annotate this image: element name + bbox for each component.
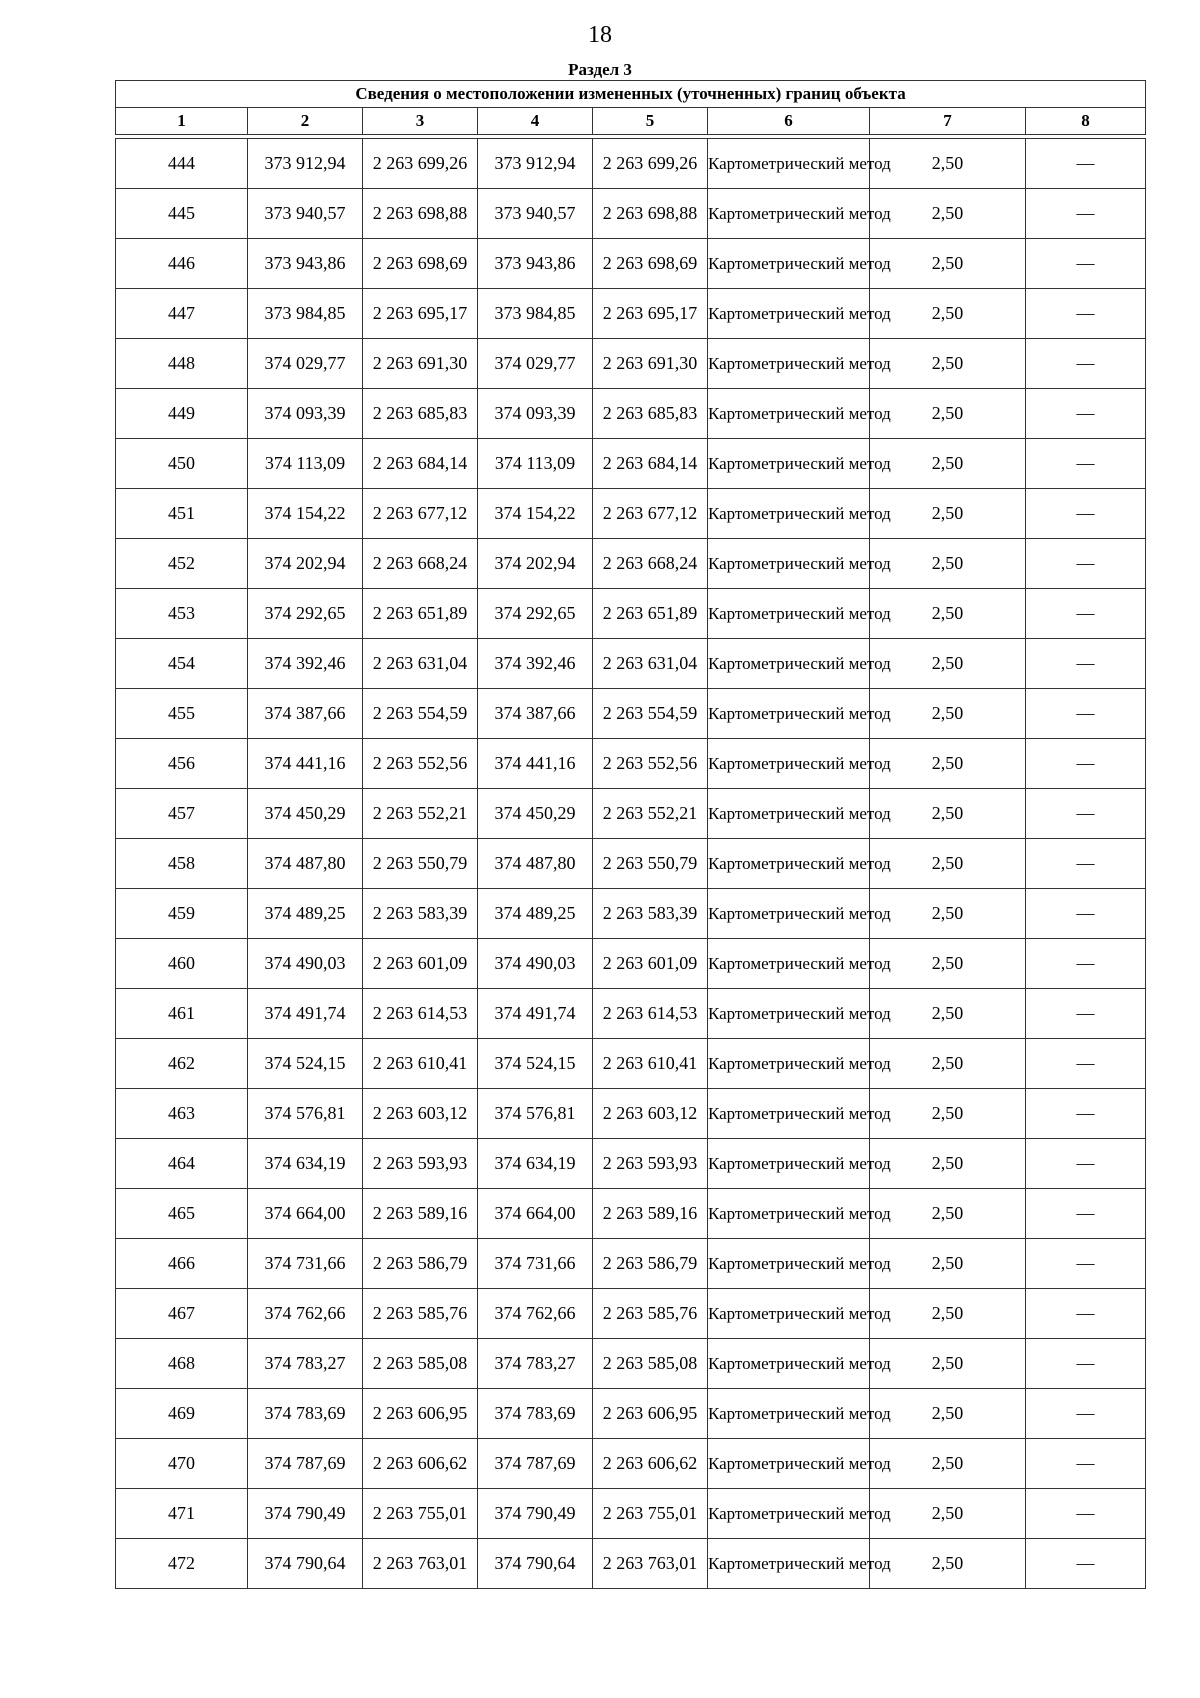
cell-y-existing: 2 263 698,69 (363, 239, 478, 289)
cell-x-new: 374 113,09 (478, 439, 593, 489)
cell-y-new: 2 263 684,14 (593, 439, 708, 489)
cell-method: Картометрический метод (708, 339, 870, 389)
cell-x-existing: 374 202,94 (248, 539, 363, 589)
cell-method: Картометрический метод (708, 389, 870, 439)
table-row (116, 1239, 1146, 1289)
cell-point-number: 454 (116, 639, 248, 689)
cell-description: — (1026, 1289, 1146, 1339)
cell-description: — (1026, 1189, 1146, 1239)
cell-x-existing: 374 490,03 (248, 939, 363, 989)
cell-description: — (1026, 1489, 1146, 1539)
cell-y-existing: 2 263 601,09 (363, 939, 478, 989)
column-number-2: 2 (248, 108, 363, 135)
table-row (116, 289, 1146, 339)
cell-point-number: 468 (116, 1339, 248, 1389)
cell-x-existing: 374 154,22 (248, 489, 363, 539)
cell-x-existing: 374 790,64 (248, 1539, 363, 1589)
table-row (116, 489, 1146, 539)
table-row (116, 1139, 1146, 1189)
cell-point-number: 444 (116, 139, 248, 189)
column-number-7: 7 (870, 108, 1026, 135)
cell-accuracy: 2,50 (870, 1089, 1026, 1139)
cell-method: Картометрический метод (708, 189, 870, 239)
table-row (116, 1339, 1146, 1389)
cell-x-existing: 374 489,25 (248, 889, 363, 939)
cell-y-new: 2 263 685,83 (593, 389, 708, 439)
cell-y-new: 2 263 755,01 (593, 1489, 708, 1539)
cell-point-number: 462 (116, 1039, 248, 1089)
cell-x-new: 373 943,86 (478, 239, 593, 289)
cell-y-new: 2 263 695,17 (593, 289, 708, 339)
cell-accuracy: 2,50 (870, 189, 1026, 239)
cell-y-existing: 2 263 614,53 (363, 989, 478, 1039)
table-row (116, 789, 1146, 839)
cell-x-new: 373 912,94 (478, 139, 593, 189)
cell-y-new: 2 263 677,12 (593, 489, 708, 539)
cell-method: Картометрический метод (708, 1439, 870, 1489)
cell-y-existing: 2 263 651,89 (363, 589, 478, 639)
cell-point-number: 446 (116, 239, 248, 289)
cell-description: — (1026, 689, 1146, 739)
cell-y-existing: 2 263 603,12 (363, 1089, 478, 1139)
cell-accuracy: 2,50 (870, 339, 1026, 389)
table-row (116, 1439, 1146, 1489)
cell-point-number: 449 (116, 389, 248, 439)
cell-x-existing: 373 943,86 (248, 239, 363, 289)
cell-accuracy: 2,50 (870, 889, 1026, 939)
cell-description: — (1026, 789, 1146, 839)
cell-accuracy: 2,50 (870, 1289, 1026, 1339)
cell-y-existing: 2 263 593,93 (363, 1139, 478, 1189)
cell-method: Картометрический метод (708, 439, 870, 489)
cell-description: — (1026, 1339, 1146, 1389)
cell-x-existing: 374 634,19 (248, 1139, 363, 1189)
cell-method: Картометрический метод (708, 1189, 870, 1239)
cell-accuracy: 2,50 (870, 1039, 1026, 1089)
cell-method: Картометрический метод (708, 839, 870, 889)
cell-point-number: 448 (116, 339, 248, 389)
cell-y-new: 2 263 651,89 (593, 589, 708, 639)
cell-x-existing: 374 441,16 (248, 739, 363, 789)
cell-x-existing: 374 093,39 (248, 389, 363, 439)
table-row (116, 639, 1146, 689)
cell-accuracy: 2,50 (870, 1139, 1026, 1189)
table-row (116, 139, 1146, 189)
coordinates-table (115, 80, 1146, 1589)
cell-description: — (1026, 1039, 1146, 1089)
cell-x-new: 374 490,03 (478, 939, 593, 989)
cell-point-number: 465 (116, 1189, 248, 1239)
cell-description: — (1026, 989, 1146, 1039)
cell-y-existing: 2 263 606,95 (363, 1389, 478, 1439)
cell-point-number: 455 (116, 689, 248, 739)
cell-accuracy: 2,50 (870, 639, 1026, 689)
cell-description: — (1026, 1539, 1146, 1589)
cell-y-existing: 2 263 585,08 (363, 1339, 478, 1389)
cell-y-new: 2 263 614,53 (593, 989, 708, 1039)
cell-accuracy: 2,50 (870, 1189, 1026, 1239)
cell-method: Картометрический метод (708, 489, 870, 539)
cell-y-existing: 2 263 677,12 (363, 489, 478, 539)
table-row (116, 1039, 1146, 1089)
cell-y-existing: 2 263 583,39 (363, 889, 478, 939)
cell-method: Картометрический метод (708, 1089, 870, 1139)
cell-y-existing: 2 263 684,14 (363, 439, 478, 489)
cell-y-new: 2 263 763,01 (593, 1539, 708, 1589)
cell-x-new: 374 524,15 (478, 1039, 593, 1089)
cell-x-existing: 374 762,66 (248, 1289, 363, 1339)
cell-method: Картометрический метод (708, 889, 870, 939)
cell-x-new: 374 029,77 (478, 339, 593, 389)
column-number-3: 3 (363, 108, 478, 135)
cell-description: — (1026, 289, 1146, 339)
cell-point-number: 459 (116, 889, 248, 939)
cell-x-existing: 374 783,27 (248, 1339, 363, 1389)
cell-description: — (1026, 589, 1146, 639)
cell-point-number: 472 (116, 1539, 248, 1589)
column-number-1: 1 (116, 108, 248, 135)
cell-y-new: 2 263 631,04 (593, 639, 708, 689)
cell-x-new: 374 634,19 (478, 1139, 593, 1189)
cell-description: — (1026, 539, 1146, 589)
cell-x-new: 374 154,22 (478, 489, 593, 539)
cell-method: Картометрический метод (708, 689, 870, 739)
cell-accuracy: 2,50 (870, 1489, 1026, 1539)
table-body (116, 139, 1146, 1589)
cell-accuracy: 2,50 (870, 239, 1026, 289)
cell-accuracy: 2,50 (870, 589, 1026, 639)
cell-x-new: 374 387,66 (478, 689, 593, 739)
cell-y-existing: 2 263 606,62 (363, 1439, 478, 1489)
cell-point-number: 451 (116, 489, 248, 539)
cell-y-new: 2 263 603,12 (593, 1089, 708, 1139)
cell-point-number: 453 (116, 589, 248, 639)
cell-x-new: 374 292,65 (478, 589, 593, 639)
cell-method: Картометрический метод (708, 639, 870, 689)
cell-point-number: 458 (116, 839, 248, 889)
cell-y-new: 2 263 601,09 (593, 939, 708, 989)
table-row (116, 539, 1146, 589)
cell-x-existing: 374 491,74 (248, 989, 363, 1039)
cell-accuracy: 2,50 (870, 739, 1026, 789)
cell-y-existing: 2 263 698,88 (363, 189, 478, 239)
cell-x-existing: 374 387,66 (248, 689, 363, 739)
cell-accuracy: 2,50 (870, 839, 1026, 889)
cell-x-existing: 374 524,15 (248, 1039, 363, 1089)
table-row (116, 189, 1146, 239)
cell-method: Картометрический метод (708, 1139, 870, 1189)
cell-x-new: 374 790,49 (478, 1489, 593, 1539)
table-row (116, 689, 1146, 739)
cell-x-existing: 374 787,69 (248, 1439, 363, 1489)
table-caption: Сведения о местоположении измененных (уточненных) границ объекта (116, 81, 1146, 108)
table-row (116, 1289, 1146, 1339)
column-number-row (116, 108, 1146, 135)
cell-method: Картометрический метод (708, 589, 870, 639)
cell-y-new: 2 263 585,76 (593, 1289, 708, 1339)
cell-y-existing: 2 263 586,79 (363, 1239, 478, 1289)
cell-y-existing: 2 263 554,59 (363, 689, 478, 739)
cell-y-existing: 2 263 691,30 (363, 339, 478, 389)
table-row (116, 989, 1146, 1039)
cell-accuracy: 2,50 (870, 939, 1026, 989)
cell-method: Картометрический метод (708, 1489, 870, 1539)
cell-description: — (1026, 139, 1146, 189)
cell-accuracy: 2,50 (870, 689, 1026, 739)
cell-y-new: 2 263 552,56 (593, 739, 708, 789)
cell-y-existing: 2 263 755,01 (363, 1489, 478, 1539)
cell-y-new: 2 263 583,39 (593, 889, 708, 939)
cell-x-new: 374 487,80 (478, 839, 593, 889)
cell-y-new: 2 263 552,21 (593, 789, 708, 839)
table-row (116, 739, 1146, 789)
cell-accuracy: 2,50 (870, 289, 1026, 339)
table-row (116, 1189, 1146, 1239)
cell-point-number: 464 (116, 1139, 248, 1189)
cell-description: — (1026, 889, 1146, 939)
cell-x-existing: 374 783,69 (248, 1389, 363, 1439)
cell-y-existing: 2 263 589,16 (363, 1189, 478, 1239)
cell-point-number: 452 (116, 539, 248, 589)
cell-x-existing: 374 576,81 (248, 1089, 363, 1139)
table-row (116, 1539, 1146, 1589)
cell-y-new: 2 263 593,93 (593, 1139, 708, 1189)
cell-x-existing: 374 450,29 (248, 789, 363, 839)
cell-accuracy: 2,50 (870, 139, 1026, 189)
cell-x-existing: 374 113,09 (248, 439, 363, 489)
cell-description: — (1026, 439, 1146, 489)
cell-description: — (1026, 1389, 1146, 1439)
cell-point-number: 463 (116, 1089, 248, 1139)
cell-description: — (1026, 939, 1146, 989)
cell-point-number: 461 (116, 989, 248, 1039)
cell-x-existing: 374 790,49 (248, 1489, 363, 1539)
cell-x-new: 373 940,57 (478, 189, 593, 239)
cell-description: — (1026, 1239, 1146, 1289)
cell-accuracy: 2,50 (870, 389, 1026, 439)
cell-method: Картометрический метод (708, 1389, 870, 1439)
cell-y-new: 2 263 550,79 (593, 839, 708, 889)
cell-point-number: 450 (116, 439, 248, 489)
cell-y-existing: 2 263 610,41 (363, 1039, 478, 1089)
cell-method: Картометрический метод (708, 1539, 870, 1589)
table-row (116, 339, 1146, 389)
cell-y-new: 2 263 589,16 (593, 1189, 708, 1239)
cell-y-existing: 2 263 763,01 (363, 1539, 478, 1589)
cell-y-new: 2 263 691,30 (593, 339, 708, 389)
cell-x-new: 374 576,81 (478, 1089, 593, 1139)
cell-method: Картометрический метод (708, 939, 870, 989)
cell-accuracy: 2,50 (870, 1339, 1026, 1389)
cell-y-new: 2 263 699,26 (593, 139, 708, 189)
cell-method: Картометрический метод (708, 139, 870, 189)
cell-x-new: 374 664,00 (478, 1189, 593, 1239)
cell-method: Картометрический метод (708, 289, 870, 339)
cell-description: — (1026, 239, 1146, 289)
cell-y-new: 2 263 610,41 (593, 1039, 708, 1089)
table-row (116, 589, 1146, 639)
table-row (116, 1489, 1146, 1539)
cell-x-existing: 374 392,46 (248, 639, 363, 689)
column-number-5: 5 (593, 108, 708, 135)
cell-x-new: 374 392,46 (478, 639, 593, 689)
cell-accuracy: 2,50 (870, 1389, 1026, 1439)
cell-method: Картометрический метод (708, 1039, 870, 1089)
cell-x-new: 374 783,69 (478, 1389, 593, 1439)
table-row (116, 1089, 1146, 1139)
cell-y-new: 2 263 668,24 (593, 539, 708, 589)
cell-method: Картометрический метод (708, 539, 870, 589)
cell-point-number: 445 (116, 189, 248, 239)
cell-x-new: 374 450,29 (478, 789, 593, 839)
cell-y-existing: 2 263 699,26 (363, 139, 478, 189)
cell-description: — (1026, 389, 1146, 439)
cell-point-number: 470 (116, 1439, 248, 1489)
cell-description: — (1026, 839, 1146, 889)
cell-x-new: 374 441,16 (478, 739, 593, 789)
cell-point-number: 469 (116, 1389, 248, 1439)
cell-y-new: 2 263 698,88 (593, 189, 708, 239)
cell-accuracy: 2,50 (870, 539, 1026, 589)
cell-point-number: 456 (116, 739, 248, 789)
cell-y-new: 2 263 586,79 (593, 1239, 708, 1289)
cell-x-existing: 373 912,94 (248, 139, 363, 189)
cell-y-existing: 2 263 685,83 (363, 389, 478, 439)
column-number-8: 8 (1026, 108, 1146, 135)
cell-description: — (1026, 189, 1146, 239)
cell-x-existing: 373 940,57 (248, 189, 363, 239)
cell-x-new: 374 491,74 (478, 989, 593, 1039)
cell-point-number: 466 (116, 1239, 248, 1289)
cell-description: — (1026, 639, 1146, 689)
cell-point-number: 457 (116, 789, 248, 839)
cell-y-existing: 2 263 695,17 (363, 289, 478, 339)
cell-y-existing: 2 263 550,79 (363, 839, 478, 889)
cell-x-existing: 373 984,85 (248, 289, 363, 339)
cell-x-existing: 374 731,66 (248, 1239, 363, 1289)
cell-description: — (1026, 1089, 1146, 1139)
cell-y-existing: 2 263 552,21 (363, 789, 478, 839)
table-row (116, 389, 1146, 439)
cell-description: — (1026, 339, 1146, 389)
column-number-6: 6 (708, 108, 870, 135)
cell-x-new: 374 093,39 (478, 389, 593, 439)
cell-description: — (1026, 739, 1146, 789)
cell-y-existing: 2 263 585,76 (363, 1289, 478, 1339)
table-row (116, 889, 1146, 939)
cell-method: Картометрический метод (708, 239, 870, 289)
cell-method: Картометрический метод (708, 739, 870, 789)
cell-x-new: 374 783,27 (478, 1339, 593, 1389)
cell-accuracy: 2,50 (870, 789, 1026, 839)
cell-x-new: 373 984,85 (478, 289, 593, 339)
table-row (116, 439, 1146, 489)
cell-x-new: 374 762,66 (478, 1289, 593, 1339)
cell-accuracy: 2,50 (870, 989, 1026, 1039)
cell-point-number: 460 (116, 939, 248, 989)
cell-description: — (1026, 489, 1146, 539)
cell-y-new: 2 263 606,62 (593, 1439, 708, 1489)
page-number: 18 (588, 22, 612, 48)
cell-x-existing: 374 292,65 (248, 589, 363, 639)
table-row (116, 1389, 1146, 1439)
cell-x-existing: 374 664,00 (248, 1189, 363, 1239)
table-row (116, 939, 1146, 989)
cell-x-new: 374 731,66 (478, 1239, 593, 1289)
table-row (116, 839, 1146, 889)
cell-y-existing: 2 263 668,24 (363, 539, 478, 589)
cell-x-new: 374 787,69 (478, 1439, 593, 1489)
cell-y-existing: 2 263 552,56 (363, 739, 478, 789)
cell-y-new: 2 263 606,95 (593, 1389, 708, 1439)
cell-x-new: 374 790,64 (478, 1539, 593, 1589)
section-title: Раздел 3 (568, 60, 632, 79)
column-number-4: 4 (478, 108, 593, 135)
cell-point-number: 447 (116, 289, 248, 339)
cell-accuracy: 2,50 (870, 1539, 1026, 1589)
cell-description: — (1026, 1439, 1146, 1489)
cell-x-existing: 374 487,80 (248, 839, 363, 889)
cell-method: Картометрический метод (708, 789, 870, 839)
cell-point-number: 467 (116, 1289, 248, 1339)
cell-accuracy: 2,50 (870, 489, 1026, 539)
cell-method: Картометрический метод (708, 989, 870, 1039)
cell-point-number: 471 (116, 1489, 248, 1539)
cell-x-new: 374 202,94 (478, 539, 593, 589)
cell-y-new: 2 263 585,08 (593, 1339, 708, 1389)
cell-accuracy: 2,50 (870, 439, 1026, 489)
table-row (116, 239, 1146, 289)
cell-method: Картометрический метод (708, 1239, 870, 1289)
cell-method: Картометрический метод (708, 1339, 870, 1389)
cell-y-existing: 2 263 631,04 (363, 639, 478, 689)
cell-accuracy: 2,50 (870, 1239, 1026, 1289)
cell-accuracy: 2,50 (870, 1439, 1026, 1489)
cell-x-new: 374 489,25 (478, 889, 593, 939)
cell-x-existing: 374 029,77 (248, 339, 363, 389)
cell-y-new: 2 263 698,69 (593, 239, 708, 289)
cell-description: — (1026, 1139, 1146, 1189)
cell-y-new: 2 263 554,59 (593, 689, 708, 739)
cell-method: Картометрический метод (708, 1289, 870, 1339)
